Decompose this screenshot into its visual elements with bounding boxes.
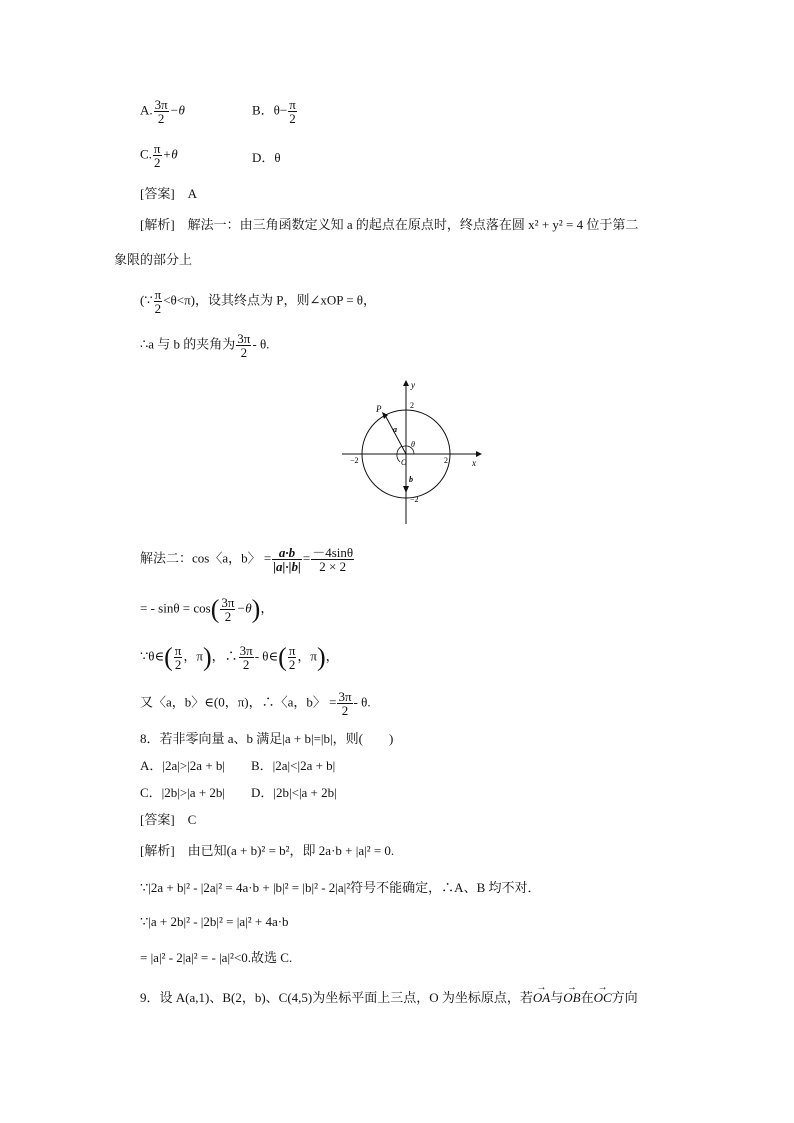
- tick-pos-y-label: 2: [410, 401, 414, 410]
- line7-mid: ，π: [183, 648, 203, 664]
- frac-denominator: 2: [341, 703, 349, 718]
- line7-post: ，: [325, 648, 339, 664]
- frac-numerator: π: [174, 643, 182, 658]
- frac-numerator: π: [153, 141, 161, 156]
- vector-a-line: [385, 415, 406, 454]
- q8-stem: 8．若非零向量 a、b 满足|a + b|=|b|，则( ): [140, 731, 394, 746]
- vector-ob: → OB: [563, 990, 580, 1006]
- q8-answer: [答案] C: [140, 812, 197, 827]
- q7-option-b: [252, 98, 298, 125]
- method2-fraction1: [272, 546, 302, 573]
- q7-answer: [答案] A: [140, 186, 198, 201]
- vector-a-label: a: [393, 425, 397, 434]
- line7-fraction1: [174, 644, 183, 671]
- line7-mid2: ，∴: [211, 648, 238, 664]
- frac-denominator: 2: [240, 345, 248, 360]
- q7-line3: [140, 288, 376, 315]
- frac-denominator: 2 × 2: [319, 559, 347, 574]
- origin-label: O: [401, 458, 407, 467]
- q9-mid1: 与: [550, 990, 564, 1005]
- paren-open: (: [210, 594, 220, 624]
- frac-denominator: 2: [157, 111, 165, 126]
- q7-method2: [140, 546, 355, 573]
- line8-pre: 又〈a，b〉∈(0，π)，∴〈a，b〉 =: [140, 694, 337, 710]
- y-axis-arrow: [403, 380, 409, 386]
- q7-line8: [140, 690, 371, 717]
- paren-open: (: [164, 642, 173, 672]
- option-a-fraction: [154, 98, 169, 125]
- line4-pre: ∴a 与 b 的夹角为: [140, 336, 236, 352]
- line6-fraction: [220, 596, 235, 623]
- q7-line6: [140, 596, 273, 623]
- line4-post: - θ.: [252, 336, 270, 352]
- tick-pos-x-label: 2: [444, 456, 448, 465]
- option-c-tail: +θ: [162, 146, 178, 162]
- q9-stem-post: 方向: [611, 990, 638, 1005]
- vector-oa: → OA: [533, 990, 550, 1006]
- q8-line2: ∵|2a + b|² - |2a|² = 4a·b + |b|² = |b|² - 2|a|²符号不能确定，∴A、B 均不对．: [140, 880, 541, 895]
- q8-line4: = |a|² - 2|a|² = - |a|²<0.故选 C.: [140, 950, 293, 965]
- frac-denominator: 2: [174, 657, 182, 672]
- line6-post: ，: [260, 600, 274, 616]
- q7-analysis-line2: 象限的部分上: [114, 252, 193, 267]
- frac-denominator: |a|·|b|: [273, 559, 301, 574]
- frac-numerator: 3π: [221, 595, 235, 610]
- option-c-label: C.: [140, 146, 152, 162]
- line3-fraction: [154, 288, 163, 315]
- frac-numerator: π: [154, 287, 162, 302]
- q7-option-a: [140, 98, 185, 125]
- x-axis-arrow: [476, 451, 482, 457]
- q7-line7: [140, 644, 339, 671]
- y-axis-label: y: [411, 380, 415, 390]
- line8-fraction: [337, 690, 352, 717]
- line6-tail: −θ: [236, 600, 252, 616]
- q7-line4: [140, 332, 269, 359]
- line7-mid3: - θ∈: [254, 648, 279, 664]
- q9-stem-pre: 9．设 A(a,1)、B(2，b)、C(4,5)为坐标平面上三点，O 为坐标原点，若: [140, 990, 533, 1005]
- q9-stem: [140, 990, 638, 1006]
- vector-b-arrowhead: [403, 486, 409, 493]
- tick-neg-y-label: −2: [410, 495, 419, 504]
- q9-mid2: 在: [580, 990, 594, 1005]
- q8-options-ab: A．|2a|>|2a + b| B．|2a|<|2a + b|: [140, 758, 336, 773]
- option-a-label: A.: [140, 102, 153, 118]
- option-c-fraction: [153, 142, 162, 169]
- paren-close: ): [316, 642, 326, 672]
- frac-numerator: a·b: [272, 546, 302, 560]
- point-p-label: P: [376, 404, 382, 414]
- line7-fraction2: [239, 644, 254, 671]
- frac-numerator: 3π: [237, 331, 251, 346]
- angle-theta-label: θ: [411, 440, 415, 449]
- frac-numerator: 3π: [154, 97, 168, 112]
- method2-fraction2: [311, 546, 354, 573]
- line3-post: <θ<π)，设其终点为 P，则∠xOP = θ，: [163, 292, 377, 308]
- frac-denominator: 2: [154, 301, 162, 316]
- frac-numerator: －4sinθ: [312, 545, 354, 560]
- q7-analysis-line1: [解析] 解法一：由三角函数定义知 a 的起点在原点时，终点落在圆 x² + y² = 4 位于第二: [140, 217, 639, 232]
- line8-post: - θ.: [353, 694, 371, 710]
- q8-line3: ∵|a + 2b|² - |2b|² = |a|² + 4a·b: [140, 914, 289, 929]
- option-a-tail: −θ: [169, 102, 185, 118]
- option-b-label: B．θ−: [252, 102, 288, 118]
- q8-options-cd: C．|2b|>|a + 2b| D．|2b|<|a + 2b|: [140, 785, 337, 800]
- method2-eq: =: [302, 550, 311, 566]
- line4-fraction: [236, 332, 251, 359]
- paren-close: ): [251, 594, 261, 624]
- paren-open: (: [278, 642, 287, 672]
- line7-pre: ∵θ∈: [140, 648, 165, 664]
- frac-numerator: π: [288, 643, 296, 658]
- frac-denominator: 2: [153, 155, 161, 170]
- paren-close: ): [202, 642, 212, 672]
- line3-pre: (∵: [140, 292, 153, 308]
- line7-end: ，π: [297, 648, 317, 664]
- q8-analysis: [解析] 由已知(a + b)² = b²，即 2a·b + |a|² = 0.: [140, 843, 395, 858]
- option-b-fraction: [288, 98, 297, 125]
- frac-denominator: 2: [242, 657, 250, 672]
- tick-neg-x-label: −2: [350, 456, 359, 465]
- frac-numerator: π: [289, 97, 296, 112]
- vector-b-label: b: [409, 475, 413, 484]
- frac-denominator: 2: [289, 111, 296, 126]
- q7-option-c: [140, 142, 178, 169]
- q7-option-d: D．θ: [252, 150, 281, 165]
- vector-oc: → OC: [594, 990, 612, 1006]
- method2-pre: 解法二：cos〈a，b〉 =: [140, 550, 272, 566]
- circle-figure: [330, 374, 490, 529]
- x-axis-label: x: [472, 458, 476, 468]
- frac-numerator: 3π: [239, 643, 253, 658]
- frac-denominator: 2: [288, 657, 296, 672]
- line6-pre: = - sinθ = cos: [140, 600, 211, 616]
- line7-fraction3: [288, 644, 297, 671]
- frac-denominator: 2: [224, 609, 232, 624]
- frac-numerator: 3π: [338, 689, 352, 704]
